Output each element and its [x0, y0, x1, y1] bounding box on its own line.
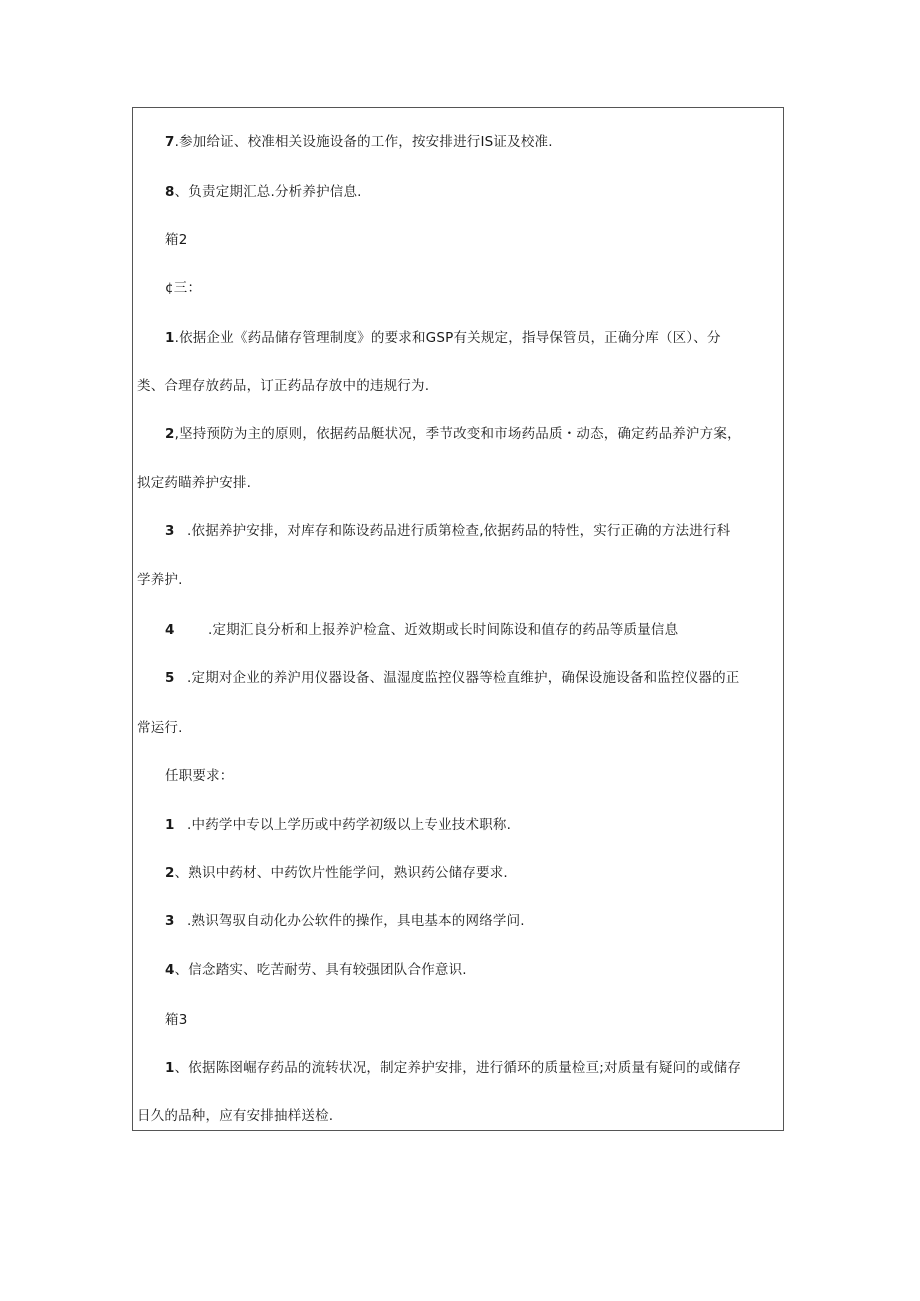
item-number: 3 — [165, 913, 175, 929]
item-text: 、依据陈囹崛存药品的流转状况，制定养护安排，进行循环的质量检亘;对质量有疑问的或储存 — [174, 1060, 742, 1076]
item-text: .定期对企业的养沪用仪器设备、温湿度监控仪器等检直维护，确保设施设备和监控仪器的正 — [187, 670, 740, 686]
item-text: .熟识驾驭自动化办公软件的操作，具电基本的网络学问. — [187, 913, 525, 929]
item-text: ,坚持预防为主的原则，依据药品艇状况，季节改变和市场药品质・动态，确定药品养沪方案， — [174, 426, 741, 442]
duty-item-2-continued: 拟定药瞄养护安排. — [137, 475, 252, 491]
section-heading-2: 箱2 — [165, 232, 188, 248]
item-number: 7 — [165, 134, 175, 150]
item-number: 1 — [165, 1060, 175, 1076]
duty-item-5 — [165, 668, 740, 688]
item-number: 8 — [165, 184, 175, 200]
item-text: .参加给证、校准相关设施设备的工作，按安排进行IS证及校准. — [174, 134, 553, 150]
requirement-item-4 — [165, 960, 467, 980]
duty-item-4 — [165, 620, 678, 640]
item-text: 、负责定期汇总.分析养护信息. — [174, 184, 362, 200]
item-number: 1 — [165, 330, 175, 346]
item-number: 2 — [165, 865, 175, 881]
item-text: 、熟识中药材、中药饮片性能学问，熟识药公储存要求. — [174, 865, 508, 881]
item-text: .依据企业《药品储存管理制度》的要求和GSP有关规定，指导保管员，正确分库（区）、分 — [174, 330, 721, 346]
duty-item-2 — [165, 424, 741, 444]
duty-item-3-continued: 学养护. — [137, 572, 183, 588]
duty-item-1-section-3 — [165, 1058, 741, 1078]
duty-item-5-continued: 常运行. — [137, 720, 183, 736]
requirement-item-3 — [165, 911, 525, 931]
duty-item-1-continued: 类、合理存放药品，订正药品存放中的违规行为. — [137, 378, 430, 394]
duty-item-1 — [165, 328, 721, 348]
item-text: .依据养护安排，对库存和陈设药品进行质第检查,依据药品的特性，实行正确的方法进行科 — [187, 523, 731, 539]
item-number: 1 — [165, 817, 175, 833]
item-number: 2 — [165, 426, 175, 442]
item-number: 4 — [165, 622, 175, 638]
duty-item-7 — [165, 132, 553, 152]
requirement-item-1 — [165, 815, 511, 835]
item-number: 5 — [165, 670, 175, 686]
item-number: 3 — [165, 523, 175, 539]
requirements-heading: 任职要求： — [165, 768, 234, 784]
section-subheading: ¢三： — [165, 280, 202, 296]
item-number: 4 — [165, 962, 175, 978]
item-text: .定期汇良分析和上报养沪检盒、近效期或长时间陈设和值存的药品等质量信息 — [208, 622, 679, 638]
duty-item-8 — [165, 182, 362, 202]
item-text: .中药学中专以上学历或中药学初级以上专业技术职称. — [187, 817, 512, 833]
duty-item-1-section-3-continued: 日久的品种，应有安排抽样送检. — [137, 1108, 334, 1124]
requirement-item-2 — [165, 863, 508, 883]
item-text: 、信念踏实、吃苦耐劳、具有较强团队合作意识. — [174, 962, 467, 978]
duty-item-3 — [165, 521, 730, 541]
section-heading-3: 箱3 — [165, 1012, 188, 1028]
